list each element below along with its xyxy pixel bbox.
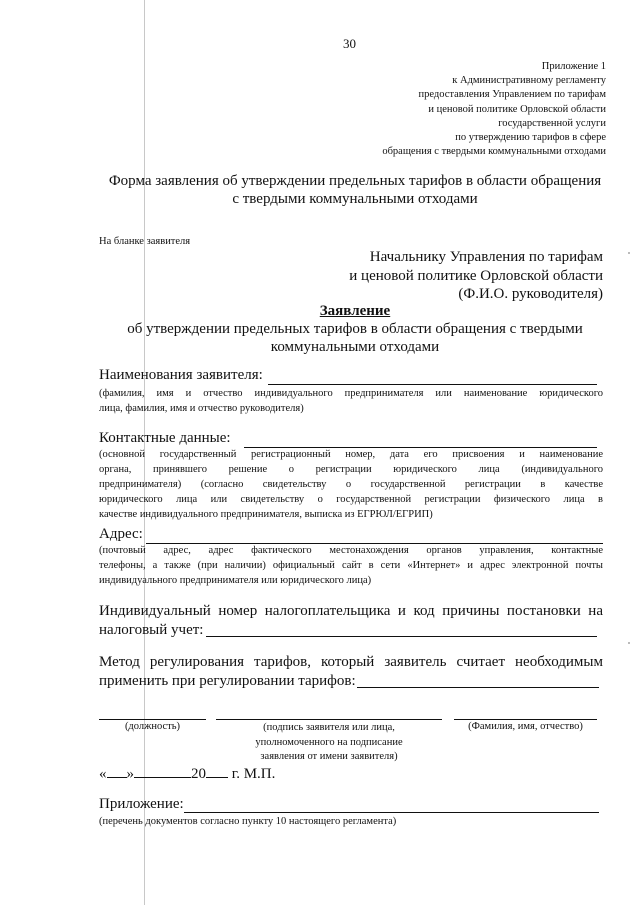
scan-artifact xyxy=(628,642,630,644)
inn-kpp-line: налоговый учет: xyxy=(99,622,204,638)
addressee-block xyxy=(349,248,603,304)
signature-caption-line: заявления от имени заявителя) xyxy=(260,751,398,762)
year-prefix: 20 xyxy=(191,766,206,782)
position-line[interactable] xyxy=(99,719,206,720)
appendix-line: к Административному регламенту xyxy=(452,75,606,87)
fullname-line[interactable] xyxy=(454,719,597,720)
contacts-hint xyxy=(99,447,603,522)
attachment-input-line[interactable] xyxy=(184,812,599,813)
appendix-line: государственной услуги xyxy=(498,117,606,129)
address-hint-line: индивидуального предпринимателя или юридического лица) xyxy=(99,575,372,586)
attachment-hint: (перечень документов согласно пункту 10 настоящего регламента) xyxy=(99,816,397,827)
appendix-block xyxy=(382,60,606,159)
applicant-hint xyxy=(99,386,603,416)
date-close-quote: » xyxy=(126,766,134,782)
signature-line[interactable] xyxy=(216,719,442,720)
appendix-line: Приложение 1 xyxy=(541,61,606,72)
method-input-line[interactable] xyxy=(357,687,599,688)
fullname-caption: (Фамилия, имя, отчество) xyxy=(468,721,583,732)
contacts-hint-line: (основной государственный регистрационный номер, дата его присвоения и наименование xyxy=(99,449,603,460)
day-blank[interactable] xyxy=(107,764,127,778)
method-block xyxy=(99,653,603,691)
attachment-label: Приложение: xyxy=(99,796,184,812)
contacts-hint-line: юридического лица или свидетельству о государственной регистрации физического лица в xyxy=(99,494,603,505)
inn-kpp-block xyxy=(99,602,603,640)
date-open-quote: « xyxy=(99,766,107,782)
form-title xyxy=(90,172,620,208)
applicant-label: Наименования заявителя: xyxy=(99,367,263,383)
address-hint xyxy=(99,543,603,588)
applicant-input-line[interactable] xyxy=(268,384,597,385)
inn-kpp-line: Индивидуальный номер налогоплательщика и код причины постановки на xyxy=(99,603,603,619)
applicant-hint-line: лица, фамилия, имя и отчество руководителя) xyxy=(99,403,304,414)
signature-caption xyxy=(216,721,442,765)
method-line: применить при регулировании тарифов: xyxy=(99,673,356,689)
statement-subject-line: коммунальными отходами xyxy=(270,339,440,355)
contacts-hint-line: предпринимателя) (согласно свидетельству о государственной регистрации в качестве xyxy=(99,479,603,490)
scan-artifact xyxy=(628,252,630,254)
address-label: Адрес: xyxy=(99,526,143,542)
date-line xyxy=(99,764,275,784)
contacts-label: Контактные данные: xyxy=(99,430,231,446)
year-blank[interactable] xyxy=(206,764,228,778)
addressee-line: и ценовой политике Орловской области xyxy=(349,267,603,284)
address-hint-line: телефоны, а также (при наличии) официальный сайт в сети «Интернет» и адрес электронной почты xyxy=(99,560,603,571)
month-blank[interactable] xyxy=(134,764,191,778)
letterhead-note: На бланке заявителя xyxy=(99,236,191,247)
method-line: Метод регулирования тарифов, который заявитель считает необходимым xyxy=(99,654,603,670)
seal-label: г. М.П. xyxy=(231,766,276,782)
page-number: 30 xyxy=(343,36,356,51)
inn-kpp-input-line[interactable] xyxy=(206,636,597,637)
statement-title: Заявление xyxy=(319,303,391,319)
contacts-hint-line: органа, принявшего решение о регистрации юридического лица (индивидуального xyxy=(99,464,603,475)
appendix-line: по утверждению тарифов в сфере xyxy=(455,132,606,144)
signature-caption-line: уполномоченного на подписание xyxy=(255,736,403,748)
applicant-hint-line: (фамилия, имя и отчество индивидуального предпринимателя или наименование юридического xyxy=(99,388,603,399)
appendix-line: и ценовой политике Орловской области xyxy=(428,103,606,115)
addressee-line: (Ф.И.О. руководителя) xyxy=(458,286,603,302)
appendix-line: обращения с твердыми коммунальными отходами xyxy=(382,146,606,158)
position-caption: (должность) xyxy=(124,721,181,732)
form-title-line: с твердыми коммунальными отходами xyxy=(232,191,478,207)
signature-caption-line: (подпись заявителя или лица, xyxy=(263,722,395,733)
appendix-line: предоставления Управлением по тарифам xyxy=(418,89,606,101)
contacts-hint-line: качестве индивидуального предпринимателя, выписка из ЕГРЮЛ/ЕГРИП) xyxy=(99,509,433,520)
form-title-line: Форма заявления об утверждении предельных тарифов в области обращения xyxy=(108,173,602,189)
statement-heading xyxy=(90,302,620,356)
addressee-line: Начальнику Управления по тарифам xyxy=(369,249,603,265)
statement-subject-line: об утверждении предельных тарифов в области обращения с твердыми xyxy=(127,321,583,337)
address-hint-line: (почтовый адрес, адрес фактического местонахождения органов управления, контактные xyxy=(99,545,603,556)
